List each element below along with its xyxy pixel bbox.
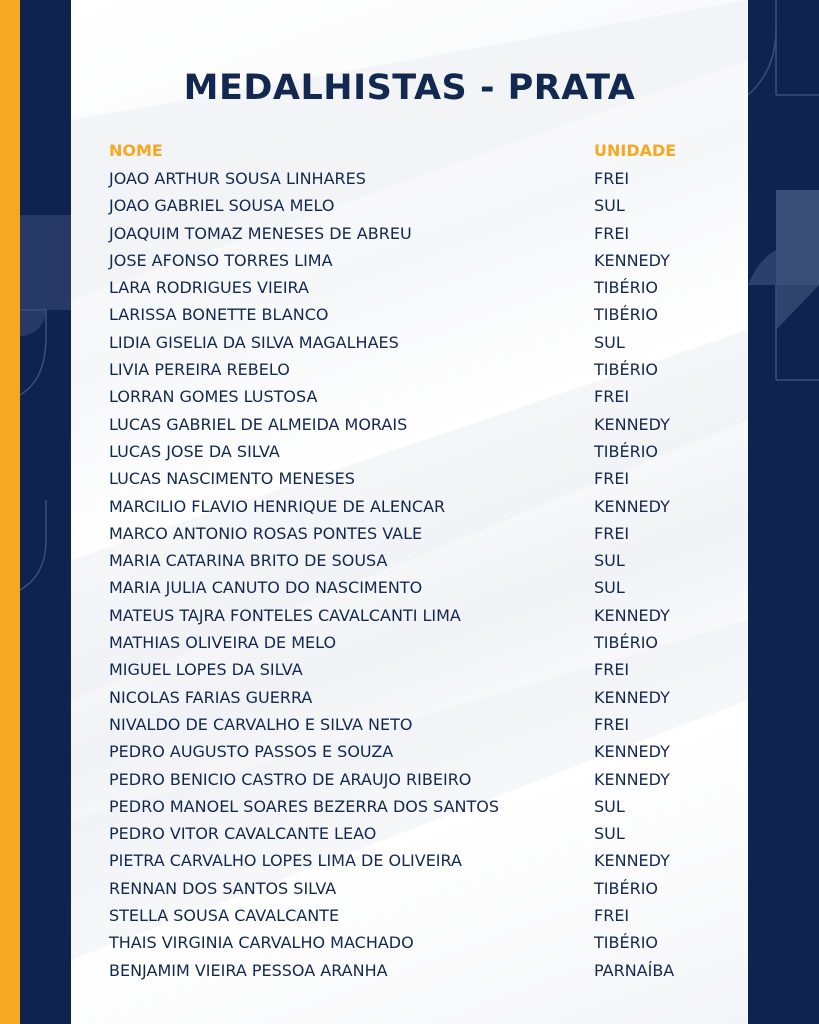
column-header-unit: UNIDADE <box>594 141 677 160</box>
medalist-unit: TIBÉRIO <box>594 278 659 298</box>
medalist-name: MARIA CATARINA BRITO DE SOUSA <box>109 551 388 571</box>
medalist-name: STELLA SOUSA CAVALCANTE <box>109 906 340 926</box>
medalist-unit: SUL <box>594 551 625 571</box>
table-row <box>109 413 729 440</box>
medalist-unit: KENNEDY <box>594 605 670 625</box>
table-row <box>109 877 729 904</box>
medalist-name: PEDRO BENICIO CASTRO DE ARAUJO RIBEIRO <box>109 769 472 789</box>
medalist-unit: TIBÉRIO <box>594 878 659 898</box>
medalist-unit: FREI <box>594 223 630 243</box>
medalist-unit: TIBÉRIO <box>594 305 659 325</box>
medalist-name: LIVIA PEREIRA REBELO <box>109 360 290 380</box>
table-row <box>109 768 729 795</box>
left-geometric-pattern <box>20 0 71 1024</box>
medalist-unit: SUL <box>594 578 625 598</box>
medalist-name: PEDRO VITOR CAVALCANTE LEAO <box>109 824 377 844</box>
right-geometric-pattern <box>748 0 819 1024</box>
table-row <box>109 522 729 549</box>
right-decorative-panel <box>748 0 819 1024</box>
medalist-name: MATEUS TAJRA FONTELES CAVALCANTI LIMA <box>109 605 461 625</box>
medalist-unit: SUL <box>594 196 625 216</box>
table-row <box>109 658 729 685</box>
medalist-name: LARISSA BONETTE BLANCO <box>109 305 329 325</box>
medalist-unit: KENNEDY <box>594 250 670 270</box>
medalist-name: LUCAS NASCIMENTO MENESES <box>109 469 355 489</box>
table-row <box>109 467 729 494</box>
medalist-name: JOAO ARTHUR SOUSA LINHARES <box>109 169 366 188</box>
medalist-unit: FREI <box>594 523 630 543</box>
medalist-name: LUCAS GABRIEL DE ALMEIDA MORAIS <box>109 414 408 434</box>
medalist-name: MATHIAS OLIVEIRA DE MELO <box>109 633 337 653</box>
table-row <box>109 686 729 713</box>
table-row <box>109 931 729 958</box>
medalist-unit: PARNAÍBA <box>594 960 675 980</box>
table-row <box>109 740 729 767</box>
table-row <box>109 576 729 603</box>
table-row <box>109 959 729 986</box>
medalist-unit: KENNEDY <box>594 742 670 762</box>
table-row <box>109 631 729 658</box>
medalist-unit: KENNEDY <box>594 851 670 871</box>
medalist-name: PEDRO MANOEL SOARES BEZERRA DOS SANTOS <box>109 796 499 816</box>
table-row <box>109 904 729 931</box>
medalist-unit: FREI <box>594 387 630 407</box>
medalist-unit: KENNEDY <box>594 687 670 707</box>
table-row <box>109 303 729 330</box>
medalist-unit: KENNEDY <box>594 769 670 789</box>
medalist-name: LORRAN GOMES LUSTOSA <box>109 387 318 407</box>
medalist-name: MARCILIO FLAVIO HENRIQUE DE ALENCAR <box>109 496 446 516</box>
medalist-unit: FREI <box>594 169 630 188</box>
medalist-unit: SUL <box>594 332 625 352</box>
table-row <box>109 249 729 276</box>
medalist-name: LUCAS JOSE DA SILVA <box>109 441 280 461</box>
table-row <box>109 495 729 522</box>
column-header-name: NOME <box>109 141 163 160</box>
medalist-name: THAIS VIRGINIA CARVALHO MACHADO <box>109 933 414 953</box>
medalist-name: NIVALDO DE CARVALHO E SILVA NETO <box>109 714 413 734</box>
medalist-name: MARCO ANTONIO ROSAS PONTES VALE <box>109 523 423 543</box>
medalist-unit: TIBÉRIO <box>594 360 659 380</box>
medalist-name: PEDRO AUGUSTO PASSOS E SOUZA <box>109 742 394 762</box>
medalist-name: MIGUEL LOPES DA SILVA <box>109 660 303 680</box>
medalist-unit: FREI <box>594 660 630 680</box>
medalist-name: JOAQUIM TOMAZ MENESES DE ABREU <box>109 223 412 243</box>
table-row <box>109 440 729 467</box>
medalist-name: MARIA JULIA CANUTO DO NASCIMENTO <box>109 578 423 598</box>
medalist-name: JOAO GABRIEL SOUSA MELO <box>109 196 335 216</box>
medalist-list <box>109 167 729 986</box>
orange-side-stripe <box>0 0 20 1024</box>
medalist-unit: FREI <box>594 714 630 734</box>
medalist-unit: KENNEDY <box>594 496 670 516</box>
table-row <box>109 276 729 303</box>
medalist-unit: TIBÉRIO <box>594 633 659 653</box>
table-row <box>109 358 729 385</box>
table-row <box>109 222 729 249</box>
medalist-name: JOSE AFONSO TORRES LIMA <box>109 250 333 270</box>
table-row <box>109 849 729 876</box>
medalist-unit: KENNEDY <box>594 414 670 434</box>
table-row <box>109 549 729 576</box>
table-row <box>109 167 729 194</box>
medalist-name: LIDIA GISELIA DA SILVA MAGALHAES <box>109 332 399 352</box>
medalists-card <box>71 0 748 1024</box>
medalist-unit: FREI <box>594 469 630 489</box>
left-decorative-panel <box>20 0 71 1024</box>
table-row <box>109 713 729 740</box>
medalist-unit: TIBÉRIO <box>594 441 659 461</box>
medalist-name: LARA RODRIGUES VIEIRA <box>109 278 309 298</box>
medalist-name: BENJAMIM VIEIRA PESSOA ARANHA <box>109 960 388 980</box>
table-row <box>109 194 729 221</box>
table-row <box>109 604 729 631</box>
medalist-unit: SUL <box>594 796 625 816</box>
medalist-unit: SUL <box>594 824 625 844</box>
table-row <box>109 385 729 412</box>
medalist-name: PIETRA CARVALHO LOPES LIMA DE OLIVEIRA <box>109 851 462 871</box>
medalist-unit: FREI <box>594 906 630 926</box>
table-row <box>109 331 729 358</box>
table-row <box>109 795 729 822</box>
page-title: MEDALHISTAS - PRATA <box>183 68 636 108</box>
medalist-name: RENNAN DOS SANTOS SILVA <box>109 878 337 898</box>
medalist-name: NICOLAS FARIAS GUERRA <box>109 687 313 707</box>
table-row <box>109 822 729 849</box>
medalist-unit: TIBÉRIO <box>594 933 659 953</box>
